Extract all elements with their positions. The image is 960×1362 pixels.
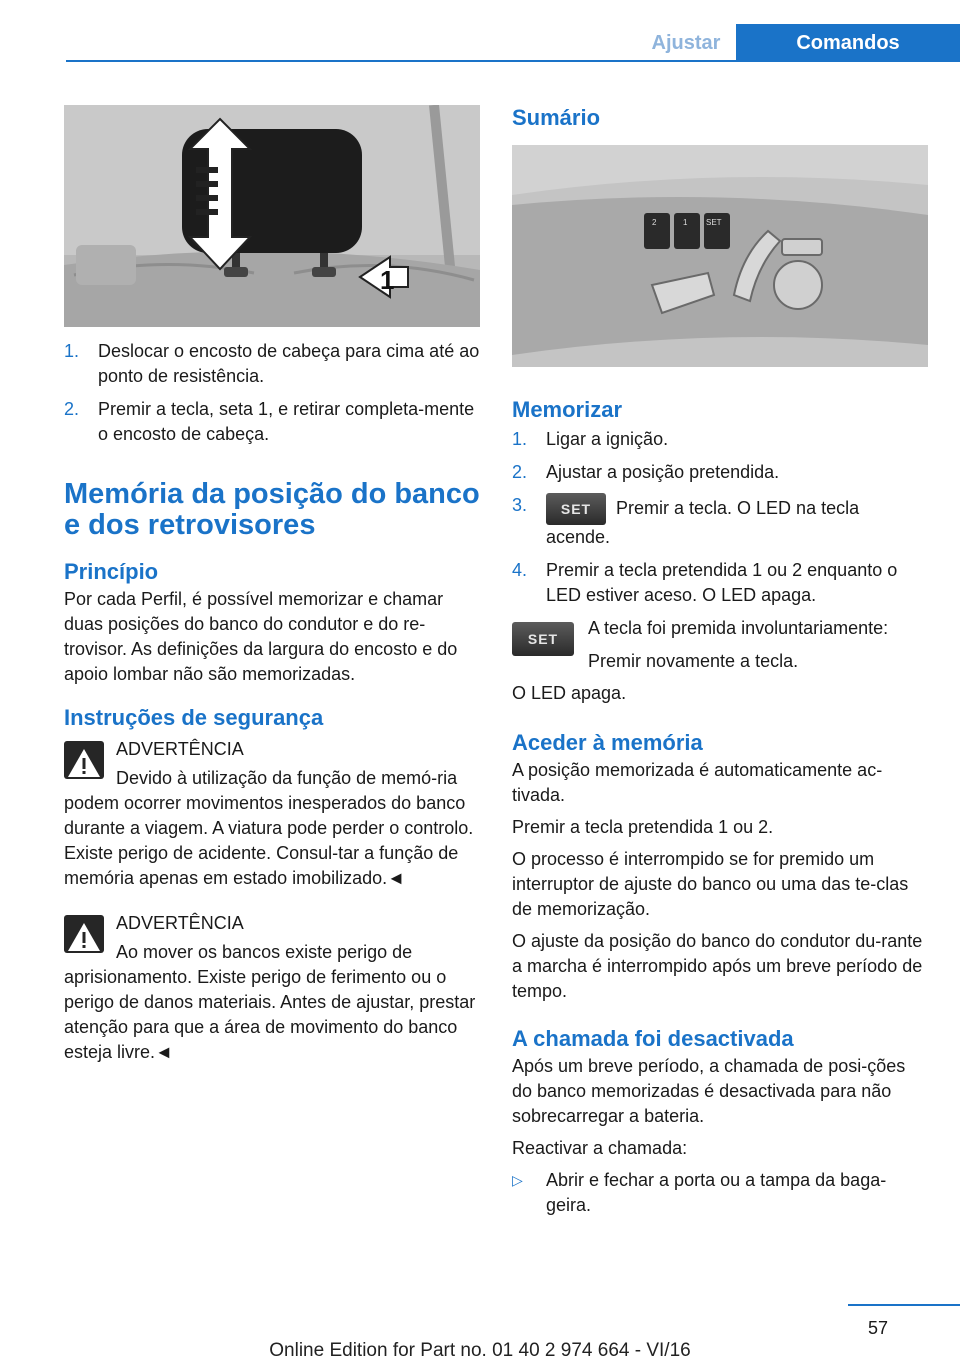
set-key-icon: SET xyxy=(546,493,606,525)
access-text: Premir a tecla pretendida 1 ou 2. xyxy=(512,817,774,837)
note-line: Premir novamente a tecla. xyxy=(588,651,799,671)
summary-heading: Sumário xyxy=(512,105,601,130)
right-column xyxy=(512,105,928,1226)
left-column xyxy=(64,105,480,1072)
headrest-image xyxy=(64,105,480,327)
access-text: O ajuste da posição do banco do condutor du‐rante a marcha é interrompido após um breve período de tempo. xyxy=(512,931,923,1001)
access-text: A posição memorizada é automaticamente ac‐tivada. xyxy=(512,760,883,805)
header-section-tab: Ajustar xyxy=(636,26,736,60)
footer-edition: Online Edition for Part no. 01 40 2 974 664 - VI/16 xyxy=(269,1340,691,1361)
list-item: 2. Premir a tecla, seta 1, e retirar completa‐mente o encosto de cabeça. xyxy=(64,399,475,444)
disabled-heading: A chamada foi desactivada xyxy=(512,1026,794,1051)
headrest-steps xyxy=(64,339,480,447)
list-item: 2. Ajustar a posição pretendida. xyxy=(512,462,780,482)
warning-label: ADVERTÊNCIA xyxy=(116,913,244,933)
note-line: A tecla foi premida involuntariamente: xyxy=(588,618,889,638)
list-item: 1. Ligar a ignição. xyxy=(512,429,669,449)
led-off-text: O LED apaga. xyxy=(512,683,627,703)
list-item: 3. SET Premir a tecla. O LED na tecla acende. xyxy=(512,495,860,547)
header-rule xyxy=(66,60,960,62)
bullet-marker: ▷ xyxy=(512,1172,523,1188)
warning-block xyxy=(64,911,480,936)
warning-icon xyxy=(64,741,104,779)
set-key-icon: SET xyxy=(512,622,574,656)
footer-rule xyxy=(848,1304,960,1306)
list-item: 4. Premir a tecla pretendida 1 ou 2 enquanto o LED estiver aceso. O LED apaga. xyxy=(512,560,898,605)
page-number: 57 xyxy=(867,1318,888,1338)
warning-icon xyxy=(64,915,104,953)
seat-key-set: SET xyxy=(706,218,722,227)
access-text: O processo é interrompido se for premido um interruptor de ajuste do banco ou uma das te‐clas de memorização. xyxy=(512,849,909,919)
seat-controls-image xyxy=(512,145,928,367)
principle-heading: Princípio xyxy=(64,559,159,584)
seat-key-1: 1 xyxy=(683,218,688,227)
note-block xyxy=(512,616,928,674)
seat-controls-illustration xyxy=(512,145,928,367)
disabled-text: Após um breve período, a chamada de posi‐ções do banco memorizadas é desactivada para não sobrecarregar a bateria. xyxy=(512,1056,906,1126)
reactivate-label: Reactivar a chamada: xyxy=(512,1138,688,1158)
section-title: Memória da posição do banco e dos retrovisores xyxy=(64,478,480,541)
headrest-callout-number: 1 xyxy=(380,265,395,295)
warning-text: Devido à utilização da função de memó‐ria podem ocorrer movimentos inesperados do banco durante a viagem. A viatura pode perder o controlo. Existe perigo de acidente. Consul‐tar a função de memória apenas em estado imobilizado.◄ xyxy=(64,768,474,888)
reactivate-list xyxy=(512,1168,928,1218)
headrest-illustration xyxy=(64,105,480,327)
safety-heading: Instruções de segurança xyxy=(64,705,324,730)
warning-text: Ao mover os bancos existe perigo de aprisionamento. Existe perigo de ferimento ou o perigo de danos materiais. Antes de ajustar, prestar atenção para que a área de movimento do banco esteja livre.◄ xyxy=(64,942,476,1062)
header-chapter-tab: Comandos xyxy=(736,24,960,62)
list-item: ▷ Abrir e fechar a porta ou a tampa da baga‐geira. xyxy=(512,1168,928,1218)
memorize-heading: Memorizar xyxy=(512,397,623,422)
warning-label: ADVERTÊNCIA xyxy=(116,739,244,759)
seat-key-2: 2 xyxy=(652,218,657,227)
principle-text: Por cada Perfil, é possível memorizar e chamar duas posições do banco do condutor e do re‐trovisor. As definições da largura do encosto e do apoio lombar não são memorizadas. xyxy=(64,589,458,684)
memorize-steps xyxy=(512,427,928,608)
access-heading: Aceder à memória xyxy=(512,730,703,755)
list-item: 1. Deslocar o encosto de cabeça para cima até ao ponto de resistência. xyxy=(64,341,480,386)
warning-block xyxy=(64,737,480,762)
